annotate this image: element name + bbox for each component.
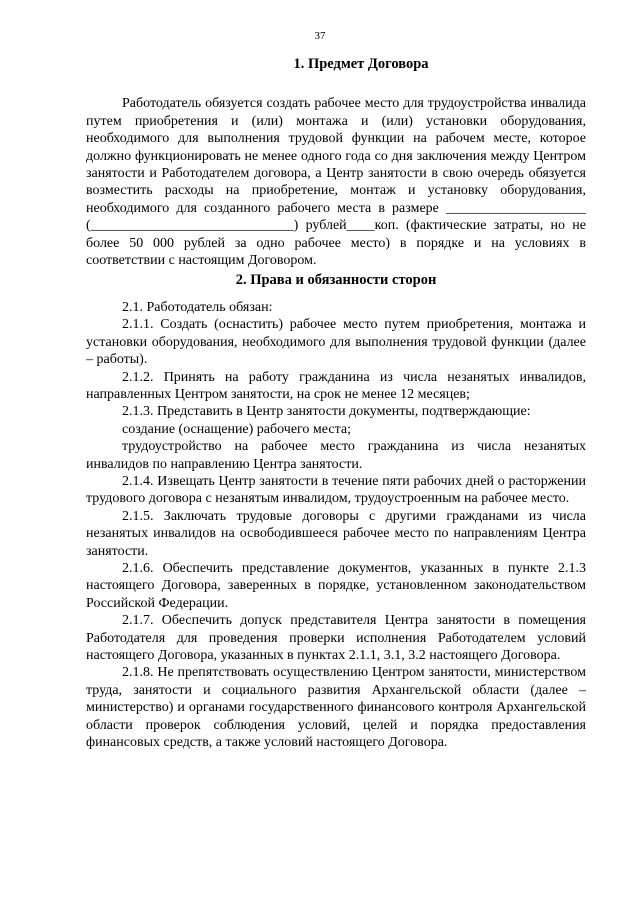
clause-2-1-8: 2.1.8. Не препятствовать осуществлению Центром занятости, министерством труда, занятости и социального развития Архангельской области (далее – министерство) и органами государственного финансового контроля Архангельской области проверок соблюдения условий, целей и порядка предоставления финансовых средств, а также условий настоящего Договора. xyxy=(86,665,586,751)
clause-2-1-3-item-a: создание (оснащение) рабочего места; xyxy=(122,421,351,437)
section-1-paragraph: Работодатель обязуется создать рабочее место для трудоустройства инвалида путем приобретения и (или) монтажа и (или) установки оборудования, необходимого для выполнения трудовой функции на рабочем месте, которое должно функционировать не менее одного года со дня заключения между Центром занятости и Работодателем договора, а Центр занятости в свою очередь обязуется возместить расходы на приобретение, монтаж и установку оборудования, необходимого для созданного рабочего места в размере ____________________ (_____________________________) рублей____коп. (фактические затраты, но не более 50 000 рублей за одно рабочее место) в порядке и на условиях в соответствии с настоящим Договором. xyxy=(86,96,586,269)
clause-2-1-4: 2.1.4. Извещать Центр занятости в течение пяти рабочих дней о расторжении трудового договора с незанятым инвалидом, трудоустроенным на рабочее место. xyxy=(86,473,586,507)
clause-2-1-3-item-b: трудоустройство на рабочее место гражданина из числа незанятых инвалидов по направлению Центра занятости. xyxy=(86,439,586,472)
document-body xyxy=(86,56,586,751)
clause-2-1-3: 2.1.3. Представить в Центр занятости документы, подтверждающие: xyxy=(122,404,531,420)
clause-2-1: 2.1. Работодатель обязан: xyxy=(122,299,273,315)
clause-2-1-7: 2.1.7. Обеспечить допуск представителя Центра занятости в помещения Работодателя для проведения проверки исполнения Работодателем условий настоящего Договора, указанных в пунктах 2.1.1, 3.1, 3.2 настоящего Договора. xyxy=(86,613,586,663)
clause-2-1-6: 2.1.6. Обеспечить представление документов, указанных в пункте 2.1.3 настоящего Договора, заверенных в порядке, установленном законодательством Российской Федерации. xyxy=(86,560,586,611)
clause-2-1-5: 2.1.5. Заключать трудовые договоры с другими гражданами из числа незанятых инвалидов на освободившееся рабочее место по направлениям Центра занятости. xyxy=(86,508,586,559)
section-2-title: 2. Права и обязанности сторон xyxy=(235,272,437,289)
page-number: 37 xyxy=(314,30,326,42)
clause-2-1-2: 2.1.2. Принять на работу гражданина из числа незанятых инвалидов, направленных Центром занятости, на срок не менее 12 месяцев; xyxy=(86,369,586,402)
clause-2-1-1: 2.1.1. Создать (оснастить) рабочее место путем приобретения, монтажа и установки оборудования, необходимого для выполнения трудовой функции (далее – работы). xyxy=(86,317,586,368)
section-1-title: 1. Предмет Договора xyxy=(293,56,429,72)
